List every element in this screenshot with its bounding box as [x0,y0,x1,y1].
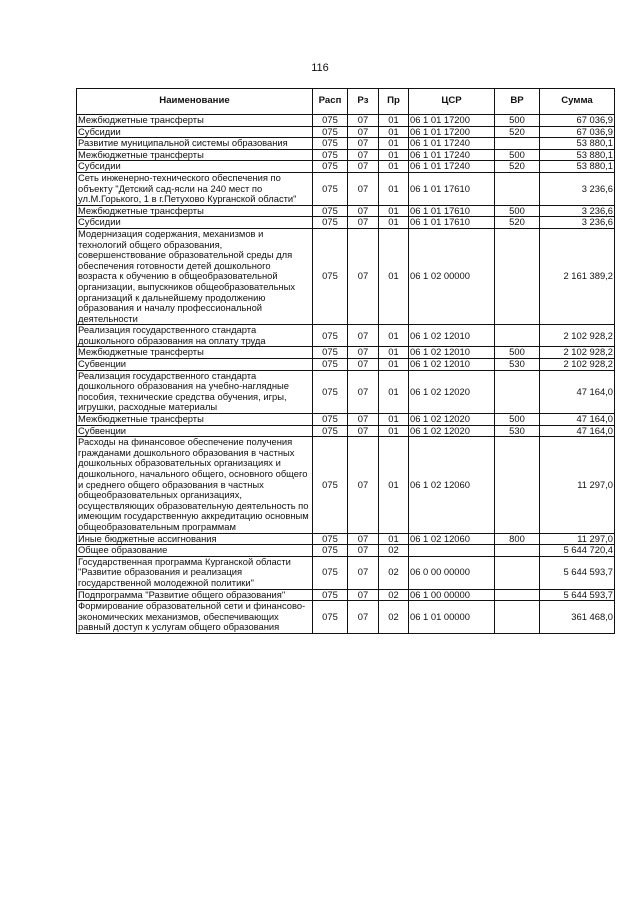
row-rasp-cell: 075 [313,161,348,173]
row-rz-cell: 07 [348,545,379,557]
row-csr-cell: 06 1 01 17240 [409,161,495,173]
row-sum-cell: 67 036,9 [540,115,615,127]
row-sum-cell: 5 644 593,7 [540,589,615,601]
row-vr-cell [495,138,540,150]
row-sum-cell: 11 297,0 [540,533,615,545]
row-rz-cell: 07 [348,205,379,217]
row-csr-cell: 06 1 01 17610 [409,205,495,217]
row-vr-cell [495,589,540,601]
row-name-cell: Подпрограмма "Развитие общего образования" [77,589,313,601]
row-rasp-cell: 075 [313,425,348,437]
row-vr-cell: 500 [495,414,540,426]
table-row [77,205,615,217]
row-pr-cell: 01 [379,437,409,533]
row-sum-cell: 53 880,1 [540,149,615,161]
row-pr-cell: 02 [379,589,409,601]
row-pr-cell: 01 [379,533,409,545]
table-body [77,115,615,634]
table-row [77,589,615,601]
table-row [77,325,615,347]
column-header-csr: ЦСР [409,89,495,115]
row-name-cell: Реализация государственного стандарта дошкольного образования на оплату труда [77,325,313,347]
row-name-cell: Государственная программа Курганской области "Развитие образования и реализация государственной молодежной политики" [77,556,313,589]
row-csr-cell: 06 1 02 12010 [409,325,495,347]
row-csr-cell: 06 1 01 17200 [409,126,495,138]
row-name-cell: Модернизация содержания, механизмов и технологий общего образования, совершенствование образовательной среды для обеспечения готовности детей дошкольного возраста к обучению в общеобразовательной организации, выпускников общеобразовательных организаций к дальнейшему продолжению образования и началу профессиональной деятельности [77,228,313,324]
row-rasp-cell: 075 [313,217,348,229]
row-pr-cell: 01 [379,126,409,138]
table-row [77,533,615,545]
row-vr-cell: 520 [495,217,540,229]
row-csr-cell: 06 1 00 00000 [409,589,495,601]
row-rz-cell: 07 [348,126,379,138]
row-rz-cell: 07 [348,533,379,545]
row-pr-cell: 02 [379,601,409,634]
row-rasp-cell: 075 [313,601,348,634]
row-name-cell: Субсидии [77,161,313,173]
row-sum-cell: 67 036,9 [540,126,615,138]
row-rz-cell: 07 [348,172,379,205]
row-vr-cell [495,325,540,347]
row-rz-cell: 07 [348,228,379,324]
row-pr-cell: 01 [379,347,409,359]
row-rz-cell: 07 [348,149,379,161]
column-header-pr: Пр [379,89,409,115]
row-sum-cell: 3 236,6 [540,172,615,205]
row-csr-cell: 06 1 02 12020 [409,370,495,413]
row-csr-cell: 06 1 02 12010 [409,347,495,359]
row-csr-cell: 06 1 02 12060 [409,437,495,533]
row-pr-cell: 01 [379,138,409,150]
row-csr-cell: 06 1 01 17610 [409,172,495,205]
row-rasp-cell: 075 [313,172,348,205]
row-name-cell: Субвенции [77,425,313,437]
row-name-cell: Развитие муниципальной системы образования [77,138,313,150]
column-header-vr: ВР [495,89,540,115]
row-rasp-cell: 075 [313,205,348,217]
row-csr-cell: 06 1 02 12020 [409,425,495,437]
row-vr-cell: 500 [495,347,540,359]
row-sum-cell: 2 161 389,2 [540,228,615,324]
row-vr-cell: 800 [495,533,540,545]
row-pr-cell: 01 [379,359,409,371]
row-sum-cell: 11 297,0 [540,437,615,533]
row-rasp-cell: 075 [313,138,348,150]
row-csr-cell: 06 1 01 17240 [409,149,495,161]
row-rz-cell: 07 [348,138,379,150]
row-vr-cell [495,601,540,634]
column-header-rz: Рз [348,89,379,115]
row-name-cell: Формирование образовательной сети и финансово-экономических механизмов, обеспечивающих равный доступ к услугам общего образования [77,601,313,634]
row-rz-cell: 07 [348,601,379,634]
table-header-row [77,89,615,115]
row-pr-cell: 01 [379,115,409,127]
table-row [77,370,615,413]
table-row [77,161,615,173]
table-row [77,556,615,589]
row-rz-cell: 07 [348,589,379,601]
row-name-cell: Межбюджетные трансферты [77,115,313,127]
row-sum-cell: 5 644 720,4 [540,545,615,557]
row-rz-cell: 07 [348,425,379,437]
row-csr-cell: 06 0 00 00000 [409,556,495,589]
row-csr-cell: 06 1 01 00000 [409,601,495,634]
row-rz-cell: 07 [348,437,379,533]
row-vr-cell [495,370,540,413]
column-header-sum: Сумма [540,89,615,115]
row-pr-cell: 01 [379,161,409,173]
row-sum-cell: 53 880,1 [540,161,615,173]
row-rz-cell: 07 [348,325,379,347]
row-pr-cell: 01 [379,425,409,437]
row-rasp-cell: 075 [313,359,348,371]
row-rasp-cell: 075 [313,589,348,601]
row-vr-cell: 520 [495,126,540,138]
row-vr-cell [495,172,540,205]
column-header-rasp: Расп [313,89,348,115]
table-row [77,545,615,557]
row-rasp-cell: 075 [313,370,348,413]
table-row [77,115,615,127]
row-vr-cell: 530 [495,425,540,437]
row-csr-cell [409,545,495,557]
table-row [77,228,615,324]
table-row [77,217,615,229]
row-name-cell: Межбюджетные трансферты [77,149,313,161]
row-rasp-cell: 075 [313,325,348,347]
row-name-cell: Реализация государственного стандарта дошкольного образования на учебно-наглядные пособия, технические средства обучения, игры, игрушки, расходные материалы [77,370,313,413]
row-pr-cell: 01 [379,217,409,229]
row-csr-cell: 06 1 02 12060 [409,533,495,545]
row-vr-cell: 520 [495,161,540,173]
row-name-cell: Межбюджетные трансферты [77,347,313,359]
row-csr-cell: 06 1 01 17200 [409,115,495,127]
row-rasp-cell: 075 [313,556,348,589]
row-rasp-cell: 075 [313,115,348,127]
row-rasp-cell: 075 [313,126,348,138]
row-sum-cell: 47 164,0 [540,425,615,437]
page-number: 116 [311,62,329,74]
row-csr-cell: 06 1 02 12020 [409,414,495,426]
row-sum-cell: 3 236,6 [540,205,615,217]
row-name-cell: Сеть инженерно-технического обеспечения по объекту "Детский сад-ясли на 240 мест по ул.М.Горького, 1 в г.Петухово Курганской области" [77,172,313,205]
row-pr-cell: 01 [379,414,409,426]
row-rz-cell: 07 [348,347,379,359]
table-row [77,601,615,634]
row-sum-cell: 2 102 928,2 [540,359,615,371]
row-pr-cell: 02 [379,545,409,557]
row-vr-cell: 500 [495,115,540,127]
row-sum-cell: 5 644 593,7 [540,556,615,589]
row-name-cell: Межбюджетные трансферты [77,205,313,217]
row-rz-cell: 07 [348,370,379,413]
row-sum-cell: 47 164,0 [540,370,615,413]
column-header-name: Наименование [77,89,313,115]
row-pr-cell: 01 [379,172,409,205]
table-row [77,149,615,161]
row-name-cell: Субсидии [77,126,313,138]
row-rz-cell: 07 [348,359,379,371]
row-name-cell: Общее образование [77,545,313,557]
row-sum-cell: 361 468,0 [540,601,615,634]
row-rasp-cell: 075 [313,347,348,359]
row-pr-cell: 01 [379,149,409,161]
row-name-cell: Иные бюджетные ассигнования [77,533,313,545]
table-row [77,359,615,371]
row-pr-cell: 01 [379,370,409,413]
row-name-cell: Межбюджетные трансферты [77,414,313,426]
row-sum-cell: 2 102 928,2 [540,325,615,347]
row-rasp-cell: 075 [313,228,348,324]
row-rz-cell: 07 [348,115,379,127]
row-vr-cell: 530 [495,359,540,371]
row-sum-cell: 47 164,0 [540,414,615,426]
budget-table [76,88,615,634]
table-row [77,126,615,138]
row-rasp-cell: 075 [313,437,348,533]
row-rasp-cell: 075 [313,545,348,557]
row-pr-cell: 01 [379,325,409,347]
row-rasp-cell: 075 [313,414,348,426]
row-vr-cell [495,228,540,324]
row-vr-cell [495,556,540,589]
row-pr-cell: 01 [379,205,409,217]
row-name-cell: Субсидии [77,217,313,229]
row-sum-cell: 3 236,6 [540,217,615,229]
row-rasp-cell: 075 [313,149,348,161]
row-sum-cell: 2 102 928,2 [540,347,615,359]
row-rasp-cell: 075 [313,533,348,545]
row-vr-cell: 500 [495,205,540,217]
row-vr-cell [495,437,540,533]
row-vr-cell: 500 [495,149,540,161]
row-name-cell: Расходы на финансовое обеспечение получения гражданами дошкольного образования в частных дошкольных образовательных организациях и дошкольного, начального общего, основного общего и среднего общего образования в частных общеобразовательных организациях, осуществляющих образовательную деятельность по имеющим государственную аккредитацию основным общеобразовательным программам [77,437,313,533]
row-rz-cell: 07 [348,414,379,426]
table-row [77,172,615,205]
row-csr-cell: 06 1 01 17610 [409,217,495,229]
table-row [77,437,615,533]
table-row [77,347,615,359]
row-csr-cell: 06 1 02 12010 [409,359,495,371]
row-rz-cell: 07 [348,217,379,229]
row-name-cell: Субвенции [77,359,313,371]
table-row [77,414,615,426]
row-rz-cell: 07 [348,556,379,589]
row-csr-cell: 06 1 02 00000 [409,228,495,324]
row-rz-cell: 07 [348,161,379,173]
row-pr-cell: 01 [379,228,409,324]
table-row [77,138,615,150]
row-pr-cell: 02 [379,556,409,589]
row-csr-cell: 06 1 01 17240 [409,138,495,150]
table-row [77,425,615,437]
row-vr-cell [495,545,540,557]
row-sum-cell: 53 880,1 [540,138,615,150]
